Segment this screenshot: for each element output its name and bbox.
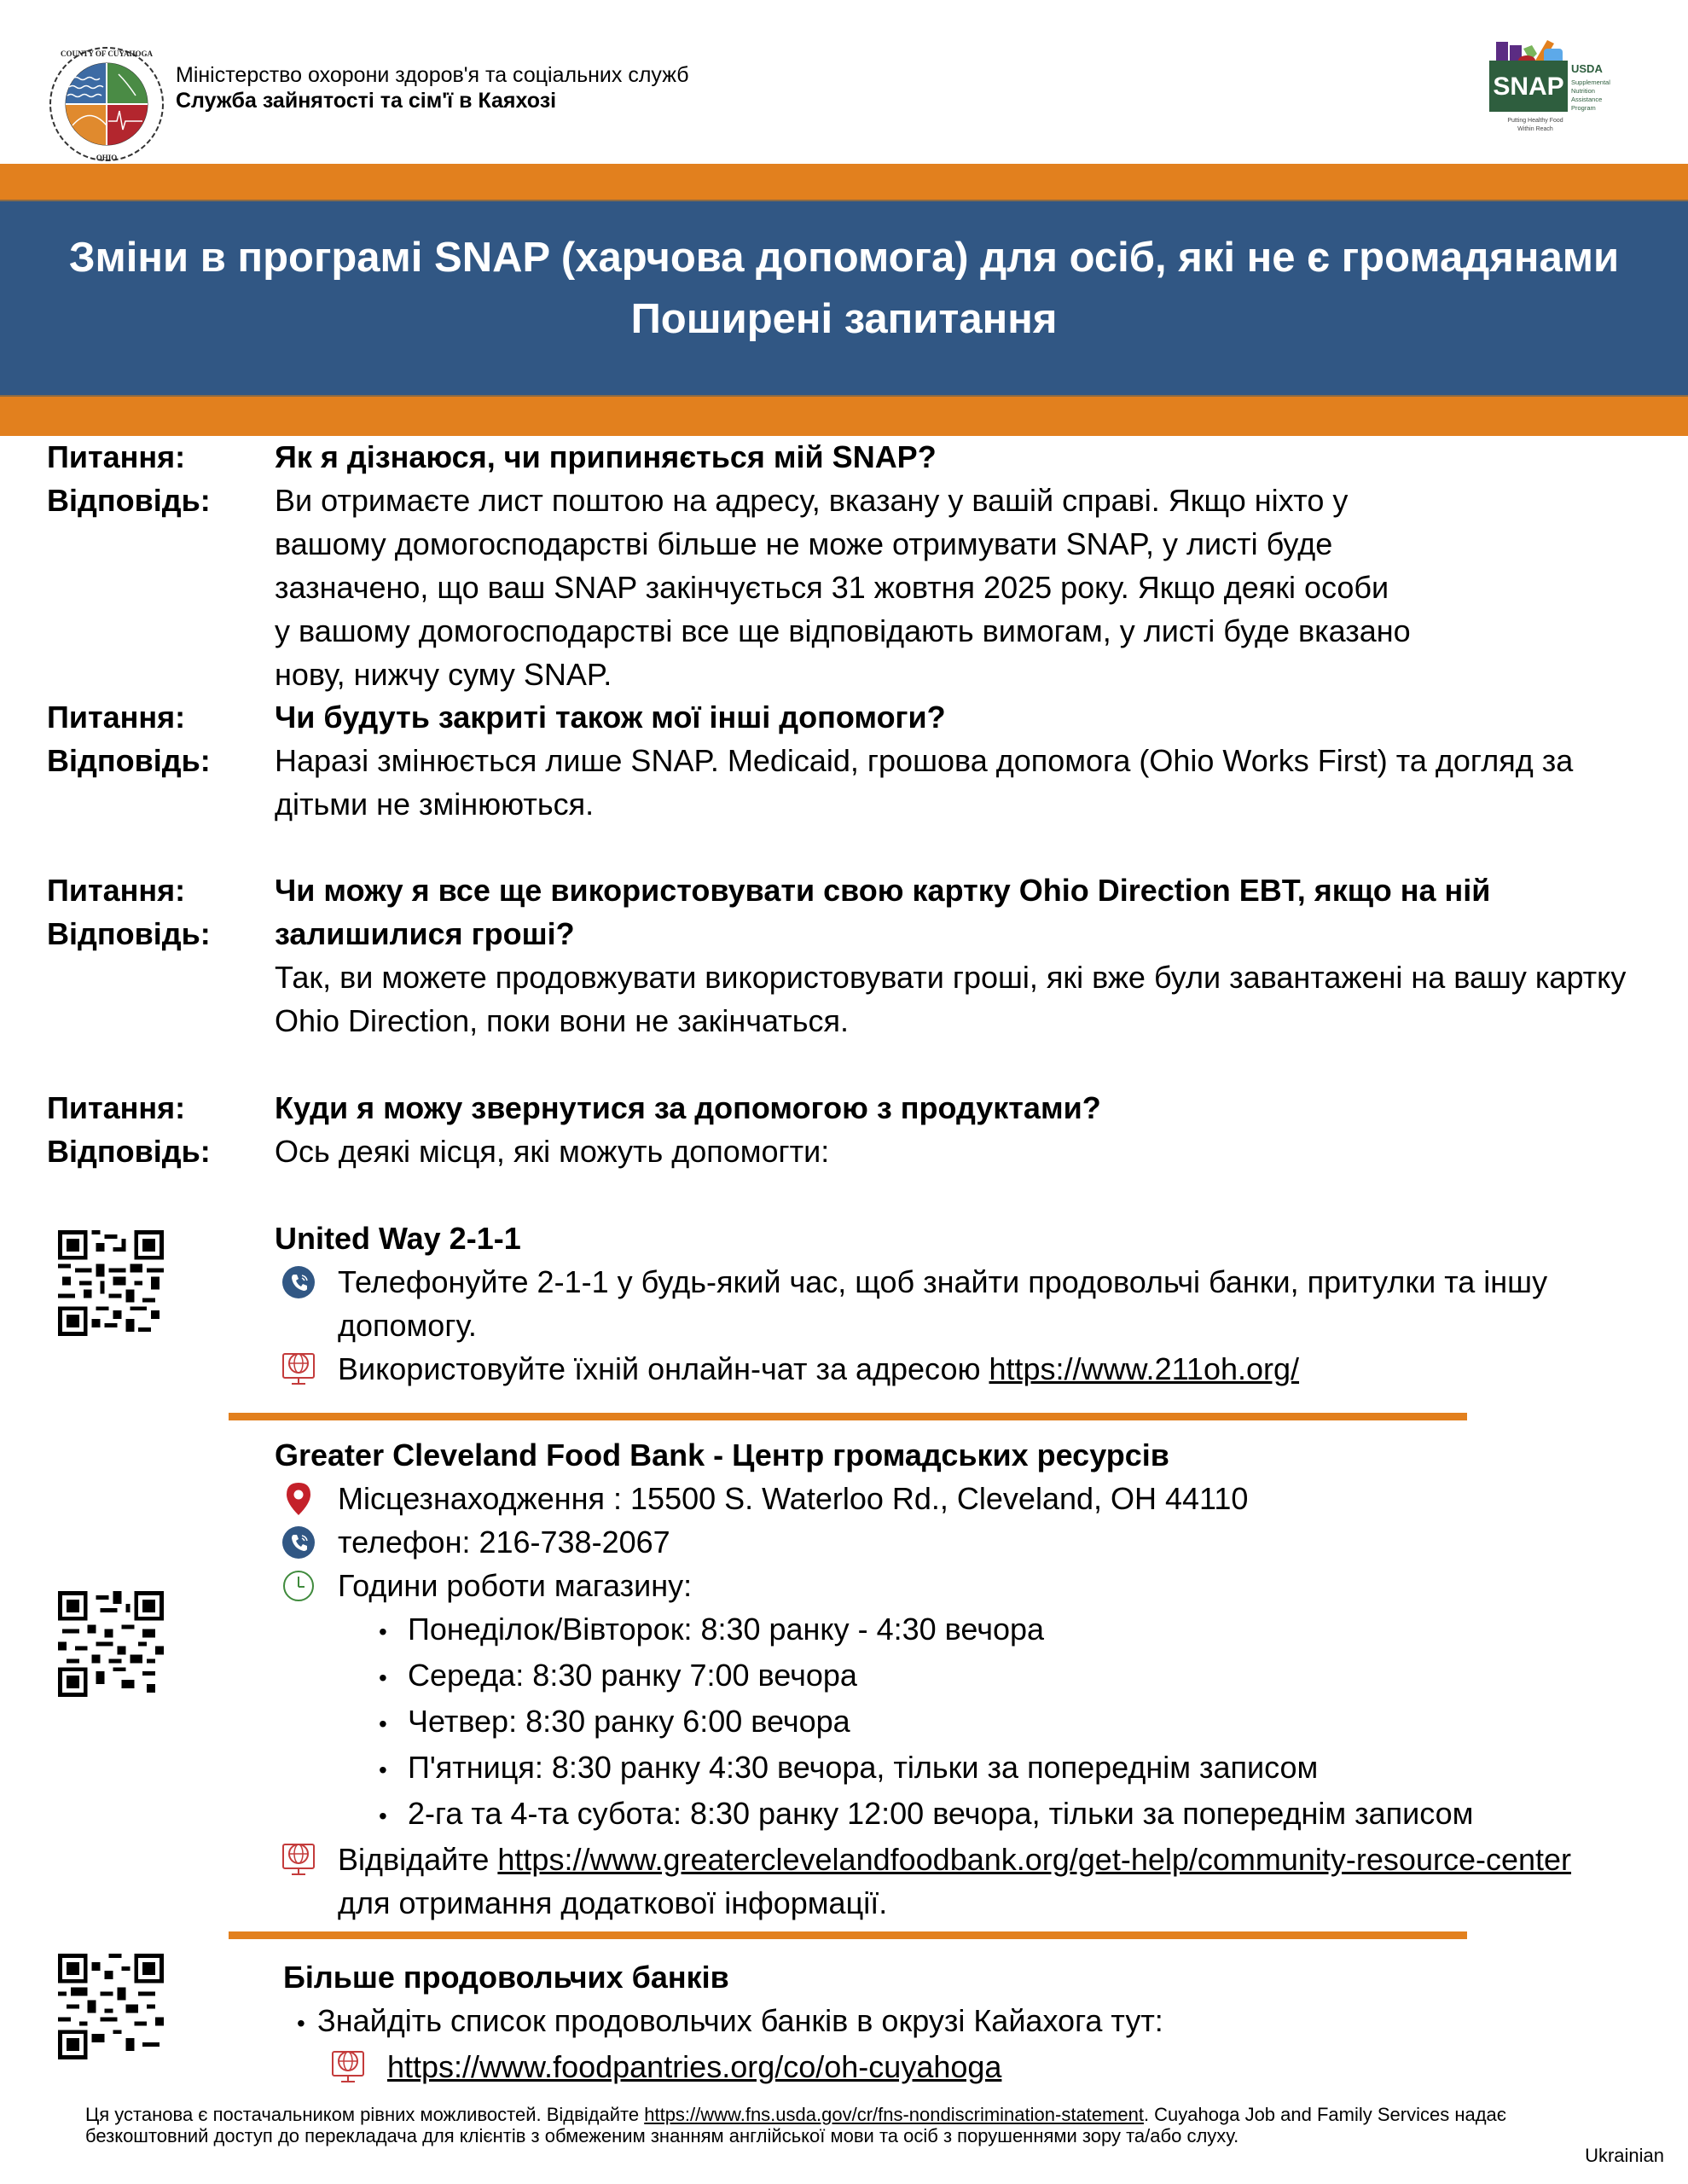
answer-label: Відповідь: <box>47 916 211 951</box>
more-pantries-section <box>283 1955 1648 2088</box>
food-bank-hours-list <box>379 1607 1673 1838</box>
language-label: Ukrainian <box>1585 2145 1664 2166</box>
svg-text:Assistance: Assistance <box>1571 96 1603 103</box>
answer-label: Відповідь: <box>47 483 211 518</box>
svg-text:USDA: USDA <box>1571 62 1603 75</box>
svg-text:Nutrition: Nutrition <box>1571 87 1595 95</box>
organization-name <box>176 62 689 113</box>
svg-text:Program: Program <box>1571 104 1596 112</box>
food-bank-location: Місцезнаходження : 15500 S. Waterloo Rd., Cleveland, OH 44110 <box>338 1481 1249 1516</box>
nondiscrimination-link[interactable]: https://www.fns.usda.gov/cr/fns-nondiscrimination-statement <box>644 2104 1144 2125</box>
nondiscrimination-footer <box>85 2104 1604 2146</box>
united-way-qr-code[interactable] <box>58 1230 164 1336</box>
svg-text:Supplemental: Supplemental <box>1571 78 1610 86</box>
svg-text:OHIO: OHIO <box>96 154 118 162</box>
globe-computer-icon <box>331 2045 365 2088</box>
banner-top-stripe <box>0 164 1688 200</box>
hours-item: • П'ятниця: 8:30 ранку 4:30 вечора, тільки за попереднім записом <box>379 1745 1673 1792</box>
food-bank-qr-code[interactable] <box>58 1591 164 1697</box>
cuyahoga-county-seal <box>47 44 166 164</box>
org-department: Міністерство охорони здоров'я та соціальних служб <box>176 63 689 87</box>
faq-item-1 <box>47 435 1668 696</box>
usda-snap-logo <box>1484 38 1638 141</box>
food-bank-title: Greater Cleveland Food Bank - Центр громадських ресурсів <box>275 1438 1169 1472</box>
answer-label: Відповідь: <box>47 743 211 778</box>
location-pin-icon <box>281 1477 316 1520</box>
phone-icon <box>281 1520 316 1564</box>
hours-item: • Четвер: 8:30 ранку 6:00 вечора <box>379 1699 1673 1745</box>
footer-text: Ця установа є постачальником рівних можливостей. Відвідайте <box>85 2104 645 2125</box>
united-way-phone-text: Телефонуйте 2-1-1 у будь-який час, щоб знайти продовольчі банки, притулки та іншу допомогу. <box>338 1264 1548 1343</box>
section-divider <box>229 1413 1467 1420</box>
question-text: Чи будуть закриті також мої інші допомоги? <box>275 700 946 735</box>
question-label: Питання: <box>47 700 186 735</box>
hours-item: • 2-га та 4-та субота: 8:30 ранку 12:00 вечора, тільки за попереднім записом <box>379 1792 1673 1838</box>
faq-item-4 <box>47 1086 1668 1173</box>
united-way-section <box>275 1217 1673 1391</box>
hours-item: • Понеділок/Вівторок: 8:30 ранку - 4:30 вечора <box>379 1607 1673 1653</box>
united-way-web-text: Використовуйте їхній онлайн-чат за адресою <box>338 1351 989 1386</box>
globe-computer-icon <box>281 1838 316 1881</box>
phone-icon <box>281 1260 316 1304</box>
page-subtitle: Поширені запитання <box>630 296 1058 342</box>
more-pantries-bullet: • Знайдіть список продовольчих банків в окрузі Кайахога тут: <box>297 2003 1163 2038</box>
food-bank-web-suffix: для отримання додаткової інформації. <box>338 1885 888 1920</box>
food-bank-section <box>275 1433 1673 1925</box>
svg-text:SNAP: SNAP <box>1493 73 1564 101</box>
faq-item-3 <box>47 868 1668 1043</box>
banner-bottom-stripe <box>0 397 1688 436</box>
more-pantries-bullet-text: Знайдіть список продовольчих банків в окрузі Кайахога тут: <box>317 2003 1163 2038</box>
answer-text: Наразі змінюється лише SNAP. Medicaid, грошова допомога (Ohio Works First) та догляд за дітьми не змінюються. <box>275 743 1574 822</box>
svg-text:Within Reach: Within Reach <box>1517 126 1553 132</box>
question-text: Як я дізнаюся, чи припиняється мій SNAP? <box>275 439 937 474</box>
answer-text: Ось деякі місця, які можуть допомогти: <box>275 1134 830 1169</box>
question-label: Питання: <box>47 873 186 908</box>
svg-text:Putting Healthy Food: Putting Healthy Food <box>1507 118 1563 124</box>
footer-text-after: . Cuyahoga Job and Family Services надає безкоштовний доступ до перекладача для клієнтів з обмеженим знанням англійської мови та осіб з порушеннями зору та/або слуху. <box>85 2104 1507 2146</box>
answer-text: Ви отримаєте лист поштою на адресу, вказану у вашій справі. Якщо ніхто у вашому домогосподарстві більше не може отримувати SNAP, у листі буде зазначено, що ваш SNAP закінчується 31 жовтня 2025 року. Якщо деякі особи у вашому домогосподарстві все ще відповідають вимогам, у листі буде вказано нову, нижчу суму SNAP. <box>275 483 1411 692</box>
question-label: Питання: <box>47 439 186 474</box>
food-bank-link[interactable]: https://www.greaterclevelandfoodbank.org/get-help/community-resource-center <box>497 1842 1572 1877</box>
food-bank-phone: телефон: 216-738-2067 <box>338 1525 670 1560</box>
section-divider <box>229 1931 1467 1939</box>
question-label: Питання: <box>47 1090 186 1125</box>
question-text: Чи можу я все ще використовувати свою картку Ohio Direction EBT, якщо на ній залишилися гроші? <box>275 873 1491 951</box>
globe-computer-icon <box>281 1347 316 1391</box>
answer-text: Так, ви можете продовжувати використовувати гроші, які вже були завантажені на вашу картку Ohio Direction, поки вони не закінчаться. <box>275 960 1627 1038</box>
food-pantries-qr-code[interactable] <box>58 1954 164 2059</box>
clock-icon <box>281 1564 316 1607</box>
page-title: Зміни в програмі SNAP (харчова допомога) для осіб, які не є громадянами <box>68 235 1620 281</box>
food-bank-hours-label: Години роботи магазину: <box>338 1568 693 1603</box>
food-pantries-link[interactable]: https://www.foodpantries.org/co/oh-cuyahoga <box>387 2049 1002 2084</box>
svg-text:COUNTY OF CUYAHOGA: COUNTY OF CUYAHOGA <box>60 49 154 58</box>
united-way-title: United Way 2-1-1 <box>275 1221 521 1256</box>
food-bank-web-prefix: Відвідайте <box>338 1842 498 1877</box>
united-way-link[interactable]: https://www.211oh.org/ <box>989 1351 1300 1386</box>
hours-item: • Середа: 8:30 ранку 7:00 вечора <box>379 1653 1673 1699</box>
org-service: Служба зайнятості та сім'ї в Каяхозі <box>176 89 557 113</box>
more-pantries-title: Більше продовольчих банків <box>283 1960 729 1995</box>
faq-item-2 <box>47 695 1668 826</box>
title-banner <box>0 200 1688 397</box>
question-text: Куди я можу звернутися за допомогою з продуктами? <box>275 1090 1101 1125</box>
answer-label: Відповідь: <box>47 1134 211 1169</box>
